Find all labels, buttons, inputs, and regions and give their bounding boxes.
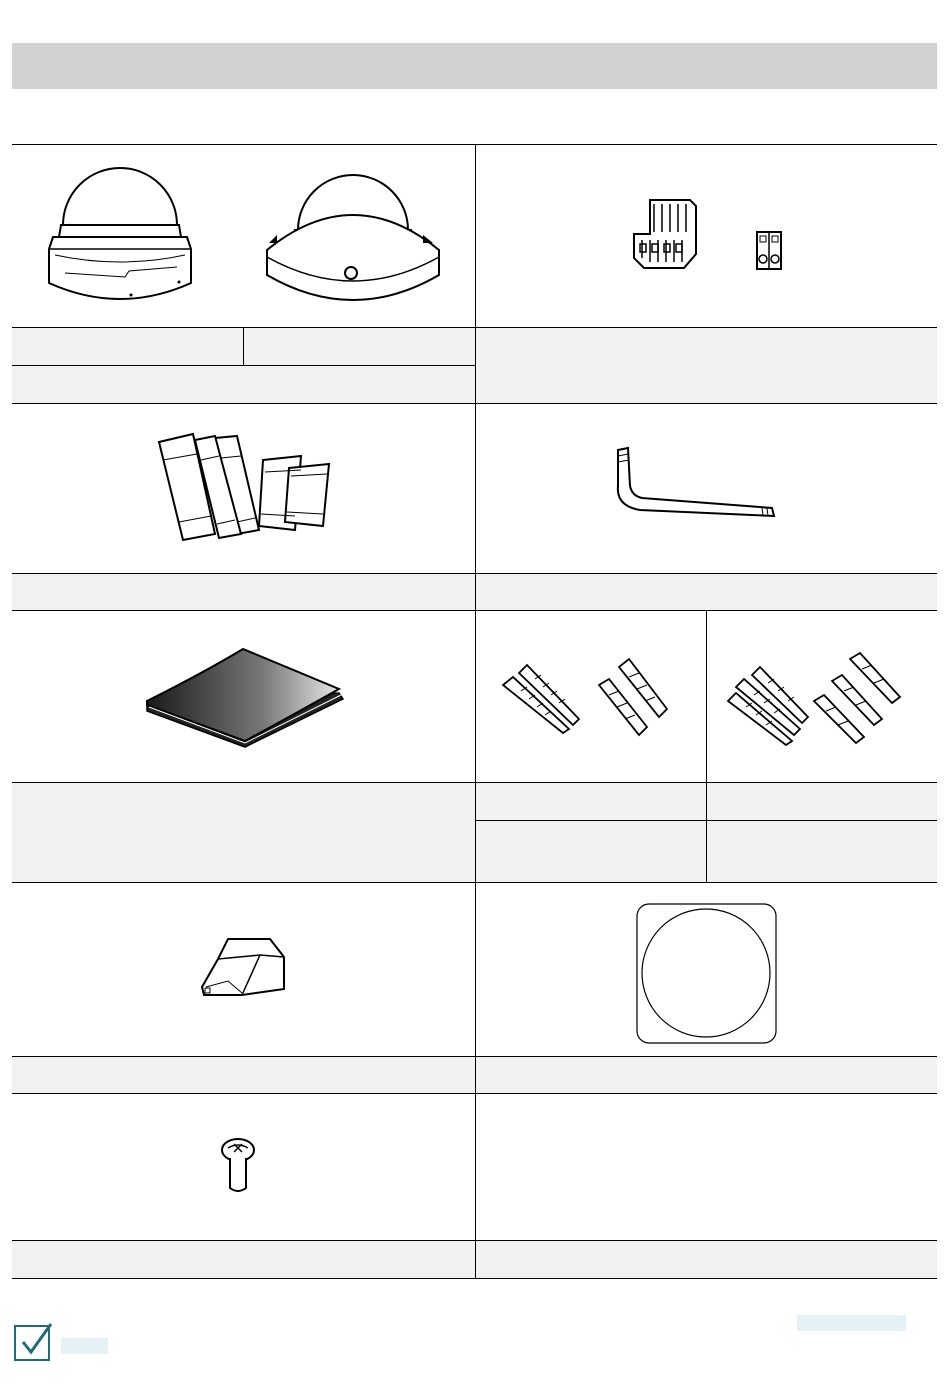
terminal-block-icon — [630, 196, 700, 276]
note-label — [61, 1338, 108, 1354]
cable-cap-icon — [198, 935, 288, 1001]
checkmark-icon — [13, 1322, 53, 1362]
power-connector-icon — [756, 231, 782, 271]
screws-anchors-3-icon — [722, 645, 912, 745]
label-cell — [476, 328, 937, 403]
ground-screw-icon — [220, 1136, 256, 1196]
label-cell — [12, 783, 475, 882]
manual-booklet-icon — [143, 645, 348, 750]
torx-wrench-icon — [612, 446, 782, 521]
dome-camera-icon — [45, 155, 195, 310]
mounting-template-icon — [155, 430, 335, 545]
header-bar — [12, 43, 937, 89]
screws-anchors-2-icon — [495, 647, 685, 742]
desiccant-pad-icon — [636, 903, 778, 1045]
note-highlight — [797, 1315, 906, 1331]
dome-camera-alt-icon — [263, 155, 443, 315]
